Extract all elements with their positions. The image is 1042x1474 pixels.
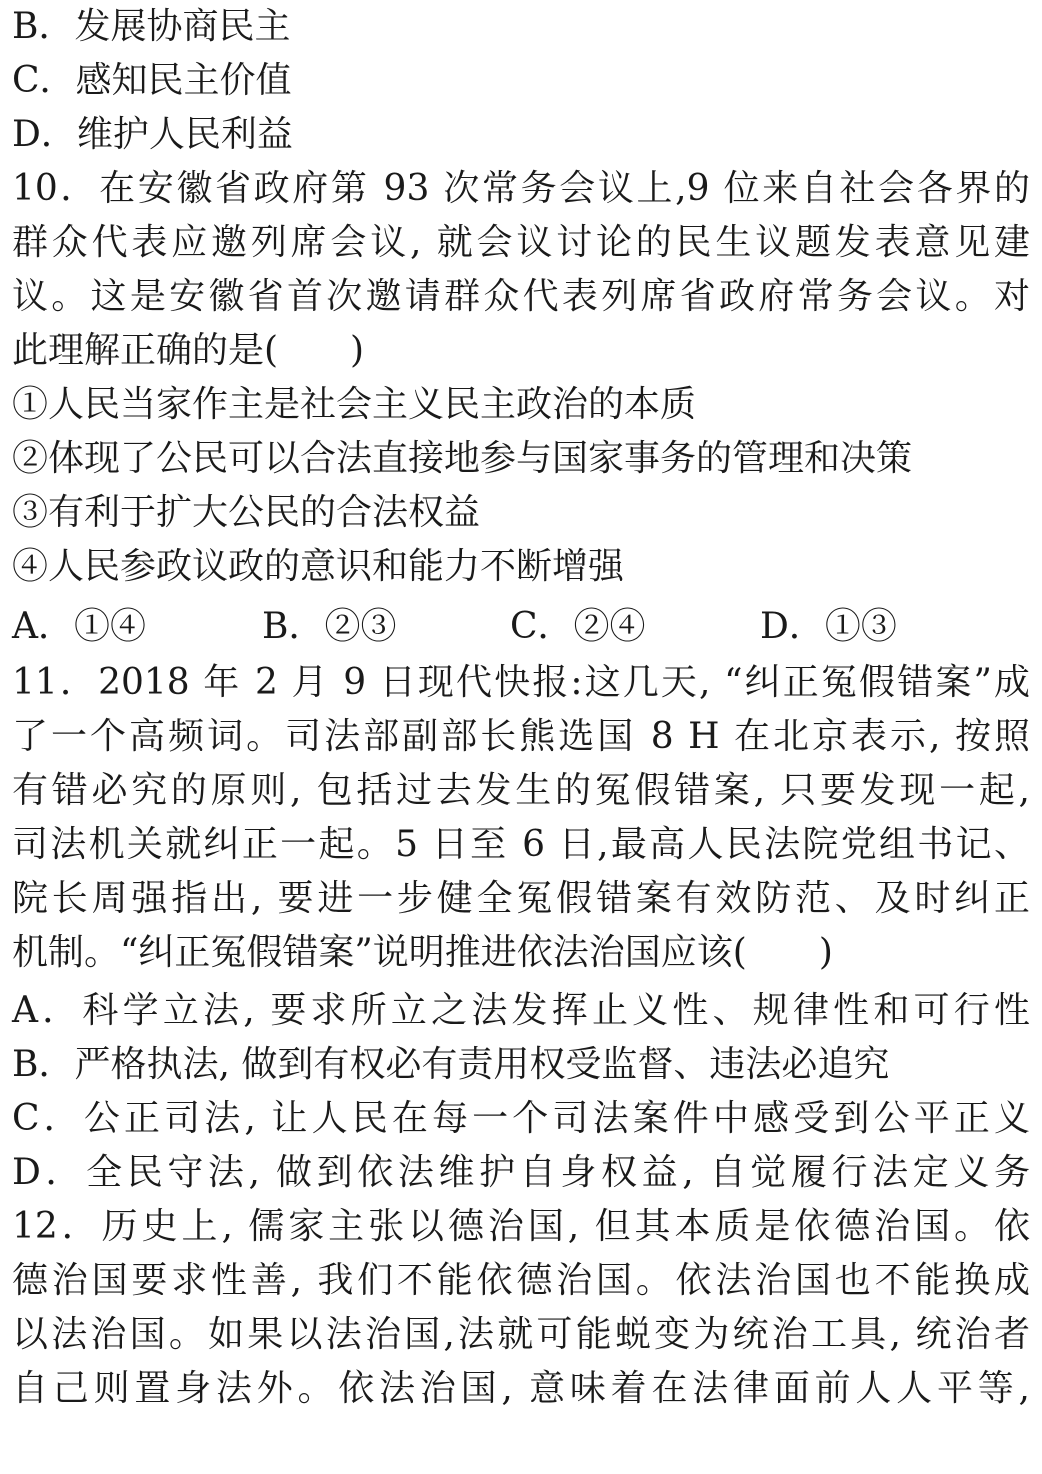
q10-item-1: ①人民当家作主是社会主义民主政治的本质	[12, 384, 697, 425]
q12-stem-line-4: 自己则置身法外。依法治国, 意味着在法律面前人人平等,	[12, 1368, 1030, 1409]
q11-stem-line-3: 有错必究的原则, 包括过去发生的冤假错案, 只要发现一起,	[12, 770, 1030, 811]
q10-stem-line-2: 群众代表应邀列席会议, 就会议讨论的民生议题发表意见建	[12, 222, 1030, 263]
q9-option-d: D．维护人民利益	[12, 114, 293, 155]
q10-choice-d: D．①③	[760, 606, 897, 647]
q11-option-a: A．科学立法, 要求所立之法发挥止义性、规律性和可行性	[12, 990, 1030, 1031]
q10-choice-a: A．①④	[12, 606, 146, 647]
q10-stem-line-1: 10．在安徽省政府第 93 次常务会议上,9 位来自社会各界的	[12, 168, 1030, 209]
q12-stem-line-1: 12．历史上, 儒家主张以德治国, 但其本质是依德治国。依	[12, 1206, 1030, 1247]
q11-stem-line-4: 司法机关就纠正一起。5 日至 6 日,最高人民法院党组书记、	[12, 824, 1030, 865]
q11-option-c: C．公正司法, 让人民在每一个司法案件中感受到公平正义	[12, 1098, 1030, 1139]
q11-option-b: B．严格执法, 做到有权必有责用权受监督、违法必追究	[12, 1044, 890, 1085]
q12-stem-line-2: 德治国要求性善, 我们不能依德治国。依法治国也不能换成	[12, 1260, 1030, 1301]
q10-choice-b: B．②③	[262, 606, 397, 647]
q10-stem-line-4: 此理解正确的是( )	[12, 330, 365, 371]
q11-option-d: D．全民守法, 做到依法维护自身权益, 自觉履行法定义务	[12, 1152, 1030, 1193]
q10-stem-line-3: 议。这是安徽省首次邀请群众代表列席省政府常务会议。对	[12, 276, 1030, 317]
q10-choices	[12, 600, 897, 654]
q11-stem-line-2: 了一个高频词。司法部副部长熊选国 8 H 在北京表示, 按照	[12, 716, 1030, 757]
q10-item-3: ③有利于扩大公民的合法权益	[12, 492, 481, 533]
q11-stem-line-5: 院长周强指出, 要进一步健全冤假错案有效防范、及时纠正	[12, 878, 1030, 919]
q10-item-2: ②体现了公民可以合法直接地参与国家事务的管理和决策	[12, 438, 913, 479]
q11-stem-line-1: 11．2018 年 2 月 9 日现代快报:这几天, “纠正冤假错案”成	[12, 662, 1030, 703]
q9-option-c: C．感知民主价值	[12, 60, 292, 101]
q9-option-b: B．发展协商民主	[12, 6, 291, 47]
q11-stem-line-6: 机制。“纠正冤假错案”说明推进依法治国应该( )	[12, 932, 833, 973]
q10-item-4: ④人民参政议政的意识和能力不断增强	[12, 546, 625, 587]
q10-choice-c: C．②④	[510, 606, 646, 647]
q12-stem-line-3: 以法治国。如果以法治国,法就可能蜕变为统治工具, 统治者	[12, 1314, 1030, 1355]
